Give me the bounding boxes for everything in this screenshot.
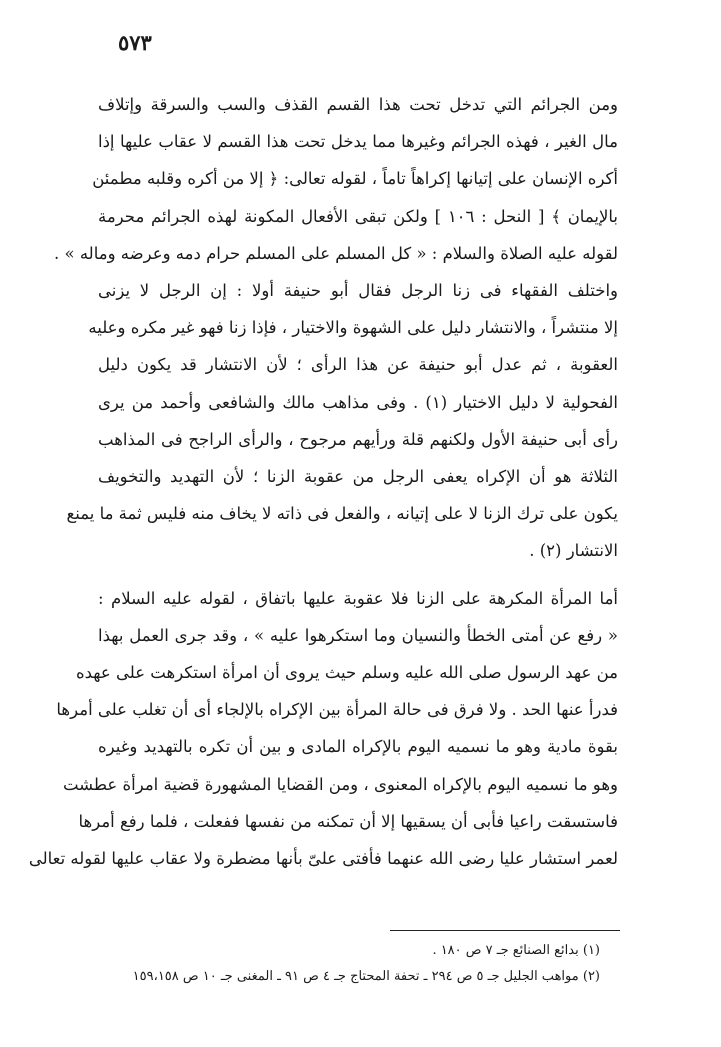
paragraph [66,272,618,570]
text-line: لعمر استشار عليا رضى الله عنهما فأفتى علىّ بأنها مضطرة ولا عقاب عليها لقوله تعالى [28,849,618,869]
text-line: الثلاثة هو أن الإكراه يعفى الرجل من عقوبة الزنا ؛ لأن التهديد والتخويف [98,467,618,487]
text-line: ومن الجرائم التي تدخل تحت هذا القسم القذف والسب والسرقة وإتلاف [98,95,618,114]
text-line: الفحولية لا دليل الاختيار (١) . وفى مذاهب مالك والشافعى وأحمد من يرى [98,392,618,412]
text-line: وهو ما نسميه اليوم بالإكراه المعنوى ، ومن القضايا المشهورة قضية امرأة عطشت [62,774,618,794]
text-line: واختلف الفقهاء فى زنا الرجل فقال أبو حنيفة أولا : إن الرجل لا يزنى [98,281,618,301]
footnote: (١) بدائع الصنائع جـ ٧ ص ١٨٠ . [432,943,600,958]
text-line: بالإيمان ﴾ [ النحل : ١٠٦ ] ولكن تبقى الأفعال المكونة لهذه الجرائم محرمة [98,206,618,226]
text-line: مال الغير ، فهذه الجرائم وغيرها مما يدخل تحت هذا القسم لا عقاب عليها إذا [98,132,618,152]
text-line: لقوله عليه الصلاة والسلام : « كل المسلم على المسلم حرام دمه وعرضه وماله » . [54,243,618,263]
text-line: فاستسقت راعيا فأبى أن يسقيها إلا أن تمكنه من نفسها ففعلت ، فلما رفع أمرها [78,811,618,831]
text-line: فدرأ عنها الحد . ولا فرق فى حالة المرأة بين الإكراه بالإلجاء أى أن تغلب على أمرها [56,700,618,720]
text-line: « رفع عن أمتى الخطأ والنسيان وما استكرهوا عليه » ، وقد جرى العمل بهذا [98,625,618,645]
text-line: أما المرأة المكرهة على الزنا فلا عقوبة عليها باتفاق ، لقوله عليه السلام : [98,588,618,608]
text-line: رأى أبى حنيفة الأول ولكنهم قلة ورأيهم مرجوح ، والرأى الراجح فى المذاهب [98,429,618,449]
text-line: أكره الإنسان على إتيانها إكراهاً تاماً ، لقوله تعالى: ﴿ إلا من أكره وقلبه مطمئن [92,169,618,189]
paragraph [28,580,618,878]
text-line: بقوة مادية وهو ما نسميه اليوم بالإكراه المادى و بين أن تكره بالتهديد وغيره [98,737,618,757]
footnote: (٢) مواهب الجليل جـ ٥ ص ٢٩٤ ـ تحفة المحتاج جـ ٤ ص ٩١ ـ المغنى جـ ١٠ ص ١٥٩،١٥٨ [132,969,600,984]
paragraph [54,86,618,272]
page-number: ٥٧٣ [118,30,152,55]
footnote-separator [390,930,620,931]
text-line: إلا منتشراً ، والانتشار دليل على الشهوة والاختيار ، فإذا زنا فهو غير مكره وعليه [88,318,618,338]
body-text [28,86,618,877]
text-line: العقوبة ، ثم عدل أبو حنيفة عن هذا الرأى ؛ لأن الانتشار قد يكون دليل [98,355,618,375]
text-line: يكون على ترك الزنا لا على إتيانه ، والفعل فى ذاته لا يخاف منه فليس ثمة ما يمنع [66,504,618,524]
text-line: الانتشار (٢) . [529,541,618,561]
footnotes [98,938,600,990]
text-line: من عهد الرسول صلى الله عليه وسلم حيث يروى أن امرأة استكرهت على عهده [75,663,618,683]
